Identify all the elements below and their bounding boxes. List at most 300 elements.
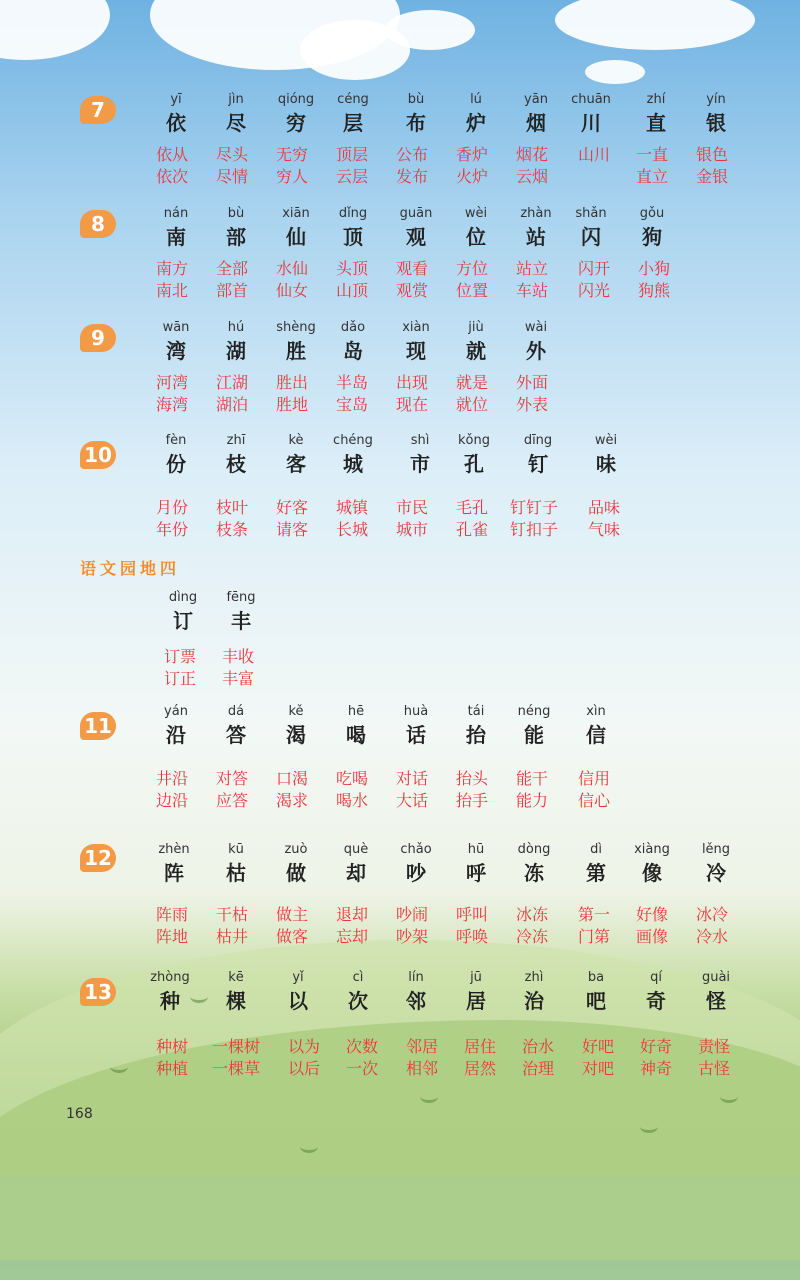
word: 呼叫: [456, 905, 489, 924]
pinyin: zhòng: [150, 970, 190, 985]
hanzi: 阵: [164, 861, 184, 885]
word: 阵地: [156, 927, 189, 946]
pinyin: ba: [587, 970, 605, 985]
word: 渴求: [276, 791, 309, 810]
word: 尽头: [216, 145, 249, 164]
word: 金银: [696, 167, 729, 186]
word: 订票: [164, 647, 197, 666]
hanzi: 胜: [286, 339, 306, 363]
word: 闪开: [578, 259, 611, 278]
pinyin: chǎo: [400, 842, 432, 857]
hanzi: 像: [642, 861, 662, 885]
hanzi: 站: [526, 225, 546, 249]
pinyin: guài: [701, 970, 731, 985]
word: 大话: [396, 791, 429, 810]
word: 抬手: [456, 791, 489, 810]
pinyin: céng: [337, 92, 369, 107]
char-item: [563, 90, 619, 136]
word: 河湾: [156, 373, 189, 392]
hanzi: 炉: [466, 111, 486, 135]
word: 顶层: [336, 145, 369, 164]
char-item: [510, 431, 566, 477]
hanzi: 布: [406, 111, 426, 135]
word: 居住: [464, 1037, 497, 1056]
hanzi: 湾: [166, 339, 186, 363]
word: 种树: [156, 1037, 189, 1056]
hanzi: 位: [466, 225, 486, 249]
pinyin: xiàng: [634, 842, 670, 857]
hanzi: 南: [166, 225, 186, 249]
word: 对吧: [582, 1059, 615, 1078]
char-item: [268, 204, 324, 250]
char-item: [628, 968, 684, 1014]
word: 湖泊: [216, 395, 249, 414]
word: 云层: [336, 167, 369, 186]
char-item: [148, 204, 204, 250]
hanzi: 订: [173, 609, 193, 633]
pinyin: dīng: [523, 433, 553, 448]
word: 枝叶: [216, 498, 249, 517]
lesson-number-badge: 13: [80, 978, 116, 1006]
pinyin: jìn: [228, 92, 244, 107]
hanzi: 观: [406, 225, 426, 249]
char-item: [446, 431, 502, 477]
char-item: [392, 431, 448, 477]
grass-tuft-6: [300, 1140, 318, 1153]
grass-tuft-3: [420, 1090, 438, 1103]
char-item: [388, 840, 444, 886]
word: 忘却: [336, 927, 369, 946]
hanzi: 川: [581, 111, 601, 135]
word: 水仙: [276, 259, 309, 278]
pinyin: dì: [590, 842, 602, 857]
char-item: [268, 318, 324, 364]
word: 治水: [522, 1037, 555, 1056]
word: 江湖: [216, 373, 249, 392]
hanzi: 枝: [226, 452, 246, 476]
word: 种植: [156, 1059, 189, 1078]
word: 画像: [636, 927, 669, 946]
pinyin: dòng: [517, 842, 551, 857]
word: 口渴: [276, 769, 309, 788]
word: 冰冷: [696, 905, 729, 924]
hanzi: 吧: [586, 989, 606, 1013]
hanzi: 怪: [706, 989, 726, 1013]
char-item: [325, 318, 381, 364]
char-item: [146, 840, 202, 886]
pinyin: yī: [170, 92, 182, 107]
hanzi: 闪: [581, 225, 601, 249]
char-item: [568, 840, 624, 886]
word: 订正: [164, 669, 197, 688]
word: 海湾: [156, 395, 189, 414]
section-title: 语文园地四: [80, 559, 181, 578]
word: 月份: [156, 498, 189, 517]
hanzi: 种: [160, 989, 180, 1013]
char-item: [508, 318, 564, 364]
word: 以为: [288, 1037, 321, 1056]
lesson-number-badge: 7: [80, 96, 116, 124]
hanzi: 城: [343, 452, 363, 476]
hanzi: 渴: [286, 723, 306, 747]
grass-tuft-4: [640, 1120, 658, 1133]
pinyin: hū: [467, 842, 485, 857]
word: 方位: [456, 259, 489, 278]
hanzi: 就: [466, 339, 486, 363]
hanzi: 层: [343, 111, 363, 135]
pinyin: zhī: [226, 433, 246, 448]
word: 好吧: [582, 1037, 615, 1056]
char-item: [208, 968, 264, 1014]
hanzi: 现: [406, 339, 426, 363]
word: 直立: [636, 167, 669, 186]
pinyin: kē: [228, 970, 244, 985]
word: 火炉: [456, 167, 489, 186]
char-item: [506, 840, 562, 886]
hanzi: 钉: [528, 452, 548, 476]
word: 狗熊: [638, 281, 671, 300]
word: 钉钉子: [510, 498, 559, 517]
word: 市民: [396, 498, 429, 517]
word: 尽情: [216, 167, 249, 186]
word: 依次: [156, 167, 189, 186]
pinyin: dǎo: [340, 320, 366, 335]
pinyin: zhàn: [520, 206, 552, 221]
pinyin: guān: [399, 206, 433, 221]
char-item: [448, 204, 504, 250]
hanzi: 市: [410, 452, 430, 476]
cloud-top-right: [555, 0, 755, 50]
pinyin: qí: [650, 970, 662, 985]
word: 对话: [396, 769, 429, 788]
pinyin: fēng: [226, 590, 256, 605]
pinyin: wèi: [594, 433, 618, 448]
word: 外表: [516, 395, 549, 414]
word: 门第: [578, 927, 611, 946]
word: 阵雨: [156, 905, 189, 924]
char-item: [208, 318, 264, 364]
word: 就位: [456, 395, 489, 414]
hanzi: 岛: [343, 339, 363, 363]
pinyin: zuò: [284, 842, 308, 857]
pinyin: wài: [524, 320, 548, 335]
pinyin: huà: [403, 704, 429, 719]
hanzi: 穷: [286, 111, 306, 135]
char-item: [448, 318, 504, 364]
word: 孔雀: [456, 520, 489, 539]
hanzi: 呼: [466, 861, 486, 885]
word: 吃喝: [336, 769, 369, 788]
word: 神奇: [640, 1059, 673, 1078]
char-item: [148, 431, 204, 477]
char-item: [155, 588, 211, 634]
word: 山川: [578, 145, 611, 164]
pinyin: yǐ: [292, 970, 304, 985]
hanzi: 丰: [231, 609, 251, 633]
word: 南方: [156, 259, 189, 278]
word: 古怪: [698, 1059, 731, 1078]
hanzi: 治: [524, 989, 544, 1013]
word: 烟花: [516, 145, 549, 164]
lesson-number-badge: 8: [80, 210, 116, 238]
hanzi: 次: [348, 989, 368, 1013]
char-item: [388, 968, 444, 1014]
word: 能力: [516, 791, 549, 810]
word: 治理: [522, 1059, 555, 1078]
hanzi: 顶: [343, 225, 363, 249]
word: 邻居: [406, 1037, 439, 1056]
char-item: [568, 702, 624, 748]
pinyin: xiàn: [402, 320, 430, 335]
char-item: [448, 90, 504, 136]
pinyin: wèi: [464, 206, 488, 221]
pinyin: zhì: [524, 970, 544, 985]
hanzi: 话: [406, 723, 426, 747]
word: 车站: [516, 281, 549, 300]
word: 做主: [276, 905, 309, 924]
word: 半岛: [336, 373, 369, 392]
word: 年份: [156, 520, 189, 539]
char-item: [624, 204, 680, 250]
word: 能干: [516, 769, 549, 788]
cloud-right-small: [585, 60, 645, 84]
pinyin: yín: [706, 92, 726, 107]
pinyin: gǒu: [639, 206, 665, 221]
word: 全部: [216, 259, 249, 278]
word: 毛孔: [456, 498, 489, 517]
word: 气味: [588, 520, 621, 539]
pinyin: lín: [408, 970, 424, 985]
word: 应答: [216, 791, 249, 810]
pinyin: bù: [407, 92, 425, 107]
word: 抬头: [456, 769, 489, 788]
pinyin: zhí: [646, 92, 666, 107]
hanzi: 邻: [406, 989, 426, 1013]
word: 胜地: [276, 395, 309, 414]
word: 城镇: [336, 498, 369, 517]
word: 一棵树: [212, 1037, 261, 1056]
pinyin: kū: [228, 842, 244, 857]
cloud-small: [385, 10, 475, 50]
char-item: [330, 968, 386, 1014]
hanzi: 答: [226, 723, 246, 747]
char-item: [448, 840, 504, 886]
hanzi: 仙: [286, 225, 306, 249]
word: 退却: [336, 905, 369, 924]
pinyin: jiù: [468, 320, 484, 335]
word: 冷冻: [516, 927, 549, 946]
pinyin: qióng: [277, 92, 315, 107]
pinyin: dá: [227, 704, 245, 719]
word: 干枯: [216, 905, 249, 924]
pinyin: què: [343, 842, 369, 857]
word: 以后: [288, 1059, 321, 1078]
char-item: [268, 702, 324, 748]
char-item: [208, 702, 264, 748]
char-item: [325, 90, 381, 136]
char-item: [270, 968, 326, 1014]
lesson-number-badge: 11: [80, 712, 116, 740]
hanzi: 依: [166, 111, 186, 135]
hanzi: 客: [286, 452, 306, 476]
hanzi: 烟: [526, 111, 546, 135]
hanzi: 冻: [524, 861, 544, 885]
word: 边沿: [156, 791, 189, 810]
char-item: [325, 204, 381, 250]
hanzi: 棵: [226, 989, 246, 1013]
word: 好奇: [640, 1037, 673, 1056]
pinyin: zhèn: [158, 842, 190, 857]
hanzi: 第: [586, 861, 606, 885]
pinyin: kè: [288, 433, 304, 448]
hanzi: 居: [466, 989, 486, 1013]
pinyin: dìng: [168, 590, 198, 605]
pinyin: nán: [163, 206, 189, 221]
char-item: [578, 431, 634, 477]
char-item: [148, 318, 204, 364]
hanzi: 冷: [706, 861, 726, 885]
pinyin: lú: [470, 92, 482, 107]
word: 吵架: [396, 927, 429, 946]
pinyin: shì: [410, 433, 430, 448]
word: 呼唤: [456, 927, 489, 946]
char-item: [568, 968, 624, 1014]
word: 冰冻: [516, 905, 549, 924]
word: 胜出: [276, 373, 309, 392]
word: 枝条: [216, 520, 249, 539]
pinyin: hú: [227, 320, 245, 335]
word: 香炉: [456, 145, 489, 164]
hanzi: 信: [586, 723, 606, 747]
word: 吵闹: [396, 905, 429, 924]
pinyin: yān: [524, 92, 548, 107]
word: 冷水: [696, 927, 729, 946]
pinyin: xìn: [586, 704, 606, 719]
word: 长城: [336, 520, 369, 539]
pinyin: dǐng: [338, 206, 368, 221]
grass-tuft-2: [110, 1060, 128, 1073]
word: 责怪: [698, 1037, 731, 1056]
word: 公布: [396, 145, 429, 164]
pinyin: shǎn: [575, 206, 607, 221]
word: 闪光: [578, 281, 611, 300]
word: 好客: [276, 498, 309, 517]
lesson-number-badge: 12: [80, 844, 116, 872]
hanzi: 做: [286, 861, 306, 885]
word: 就是: [456, 373, 489, 392]
char-item: [208, 90, 264, 136]
hanzi: 却: [346, 861, 366, 885]
word: 好像: [636, 905, 669, 924]
word: 无穷: [276, 145, 309, 164]
pinyin: néng: [517, 704, 551, 719]
char-item: [268, 431, 324, 477]
cloud-top-left: [0, 0, 110, 60]
word: 现在: [396, 395, 429, 414]
char-item: [388, 702, 444, 748]
word: 城市: [396, 520, 429, 539]
pinyin: chéng: [333, 433, 373, 448]
word: 一次: [346, 1059, 379, 1078]
pinyin: yán: [164, 704, 188, 719]
hanzi: 孔: [464, 452, 484, 476]
word: 云烟: [516, 167, 549, 186]
char-item: [148, 702, 204, 748]
pinyin: lěng: [701, 842, 731, 857]
word: 次数: [346, 1037, 379, 1056]
word: 部首: [216, 281, 249, 300]
hanzi: 奇: [646, 989, 666, 1013]
char-item: [148, 90, 204, 136]
word: 居然: [464, 1059, 497, 1078]
hanzi: 能: [524, 723, 544, 747]
char-item: [624, 840, 680, 886]
char-item: [388, 318, 444, 364]
word: 请客: [276, 520, 309, 539]
pinyin: xiān: [282, 206, 310, 221]
char-item: [208, 431, 264, 477]
grass-tuft-5: [720, 1090, 738, 1103]
hanzi: 份: [166, 452, 186, 476]
hanzi: 吵: [406, 861, 426, 885]
hanzi: 尽: [226, 111, 246, 135]
char-item: [688, 840, 744, 886]
word: 信心: [578, 791, 611, 810]
word: 枯井: [216, 927, 249, 946]
char-item: [506, 968, 562, 1014]
char-item: [628, 90, 684, 136]
hanzi: 直: [646, 111, 666, 135]
char-item: [142, 968, 198, 1014]
pinyin: cì: [352, 970, 364, 985]
pinyin: bù: [227, 206, 245, 221]
word: 小狗: [638, 259, 671, 278]
char-item: [388, 204, 444, 250]
char-item: [268, 90, 324, 136]
word: 宝岛: [336, 395, 369, 414]
hanzi: 抬: [466, 723, 486, 747]
word: 井沿: [156, 769, 189, 788]
char-item: [508, 90, 564, 136]
word: 站立: [516, 259, 549, 278]
char-item: [388, 90, 444, 136]
word: 穷人: [276, 167, 309, 186]
pinyin: chuān: [571, 92, 611, 107]
word: 仙女: [276, 281, 309, 300]
word: 对答: [216, 769, 249, 788]
word: 喝水: [336, 791, 369, 810]
word: 钉扣子: [510, 520, 559, 539]
word: 丰富: [222, 669, 255, 688]
word: 丰收: [222, 647, 255, 666]
pinyin: hē: [347, 704, 365, 719]
hanzi: 外: [526, 339, 546, 363]
char-item: [325, 431, 381, 477]
pinyin: tái: [467, 704, 485, 719]
char-item: [688, 968, 744, 1014]
page-number: 168: [66, 1106, 93, 1122]
word: 南北: [156, 281, 189, 300]
word: 山顶: [336, 281, 369, 300]
char-item: [268, 840, 324, 886]
char-item: [213, 588, 269, 634]
char-item: [448, 968, 504, 1014]
char-item: [208, 840, 264, 886]
pinyin: kě: [288, 704, 304, 719]
char-item: [506, 702, 562, 748]
char-item: [508, 204, 564, 250]
word: 做客: [276, 927, 309, 946]
